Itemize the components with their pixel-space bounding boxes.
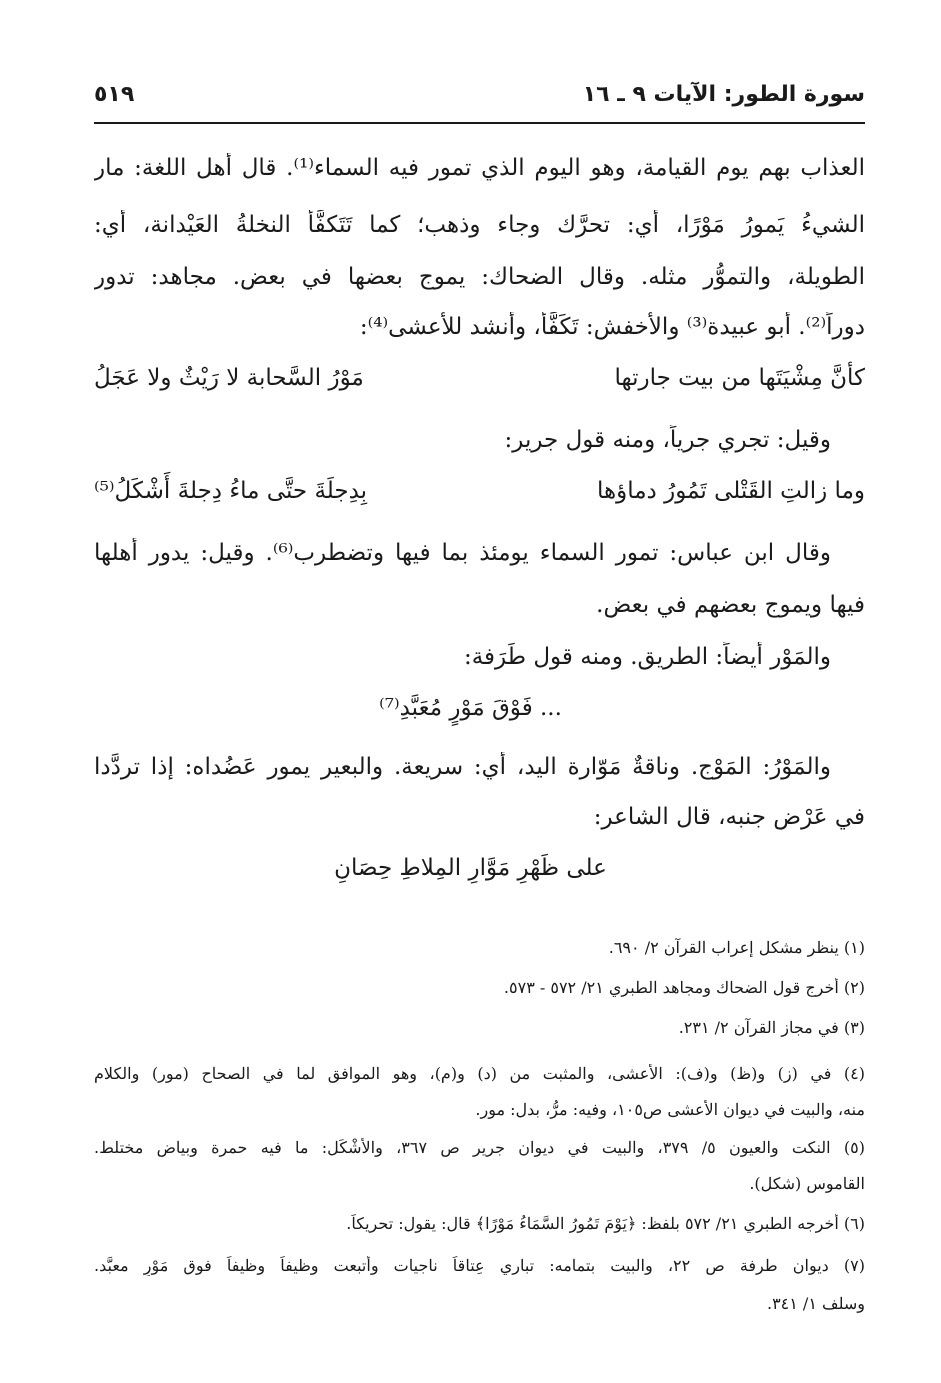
verse-second-hemistich: مَوْرُ السَّحابة لا رَيْثٌ ولا عَجَلُ: [94, 365, 364, 391]
footnote: (٥) النكت والعيون ٥/ ٣٧٩، والبيت في ديوان جرير ص ٣٦٧، والأشْكَل: ما فيه حمرة وبياض مختلط.: [94, 1138, 865, 1157]
text-line: في عَرْض جنبه، قال الشاعر:: [593, 804, 865, 830]
text-line: والمَوْرُ: المَوْج. وناقةٌ مَوّارة اليد، أي: سريعة. والبعير يمور عَضُداه: إذا تردَّدا: [94, 754, 831, 780]
footnote: (٢) أخرج قول الضحاك ومجاهد الطبري ٢١/ ٥٧٢ - ٥٧٣.: [503, 978, 865, 997]
page-number: ٥١٩: [94, 82, 135, 107]
footnote: (٦) أخرجه الطبري ٢١/ ٥٧٢ بلفظ: ﴿يَوْمَ تَمُورُ السَّمَاءُ مَوْرًا﴾ قال: يقول: تحريكاً.: [346, 1214, 865, 1233]
page-header: [94, 78, 865, 124]
running-title: سورة الطور: الآيات ٩ ـ ١٦: [582, 82, 865, 107]
verse-first-hemistich: وما زالتِ القَتْلى تَمُورُ دماؤها: [596, 478, 865, 504]
poetry-verse: [94, 362, 865, 396]
text-line: فيها ويموج بعضهم في بعض.: [596, 592, 865, 618]
footnote-continuation: وسلف ١/ ٣٤١.: [766, 1294, 865, 1313]
text-line: الطويلة، والتموُّر مثله. وقال الضحاك: يموج بعضها في بعض. مجاهد: تدور: [94, 264, 865, 290]
footnote: (٣) في مجاز القرآن ٢/ ٢٣١.: [678, 1018, 865, 1037]
poetry-fragment: ... فَوْقَ مَوْرٍ مُعَبَّدِ⁽⁷⁾: [379, 695, 562, 721]
text-line: العذاب بهم يوم القيامة، وهو اليوم الذي تمور فيه السماء⁽¹⁾. قال أهل اللغة: مار: [94, 155, 865, 181]
poetry-verse: [94, 475, 865, 509]
text-line: دوراً⁽²⁾. أبو عبيدة⁽³⁾ والأخفش: تَكَفَّأ، وأنشد للأعشى⁽⁴⁾:: [359, 314, 865, 340]
footnote-continuation: القاموس (شكل).: [749, 1174, 865, 1193]
footnote: (١) ينظر مشكل إعراب القرآن ٢/ ٦٩٠.: [608, 938, 865, 957]
text-line: الشيءُ يَمورُ مَوْرًا، أي: تحرَّك وجاء وذهب؛ كما تَتَكفَّأُ النخلةُ العَيْدانة، أي:: [94, 212, 865, 238]
poetry-verse: على ظَهْرِ مَوَّارِ المِلاطِ حِصَانِ: [334, 855, 607, 881]
verse-second-hemistich: بِدِجلَةَ حتَّى ماءُ دِجلةَ أَشْكَلُ⁽⁵⁾: [94, 478, 368, 504]
text-line: والمَوْر أيضاً: الطريق. ومنه قول طَرَفة:: [463, 644, 831, 670]
verse-first-hemistich: كأنَّ مِشْيَتَها من بيت جارتها: [614, 365, 865, 391]
footnote: (٧) ديوان طرفة ص ٢٢، والبيت بتمامه: تباري عِتاقاً ناجيات وأتبعت وظيفاً وظيفاً فوق مَوْرٍ معبَّد.: [94, 1256, 865, 1275]
footnote: (٤) في (ز) و(ظ) و(ف): الأعشى، والمثبت من (د) و(م)، وهو الموافق لما في الصحاح (مور) والكلام: [94, 1064, 865, 1083]
text-line: وقال ابن عباس: تمور السماء يومئذ بما فيها وتضطرب⁽⁶⁾. وقيل: يدور أهلها: [94, 540, 831, 566]
text-line: وقيل: تجري جرياً، ومنه قول جرير:: [504, 427, 831, 453]
footnote-continuation: منه، والبيت في ديوان الأعشى ص١٠٥، وفيه: مرُّ، بدل: مور.: [475, 1100, 865, 1119]
